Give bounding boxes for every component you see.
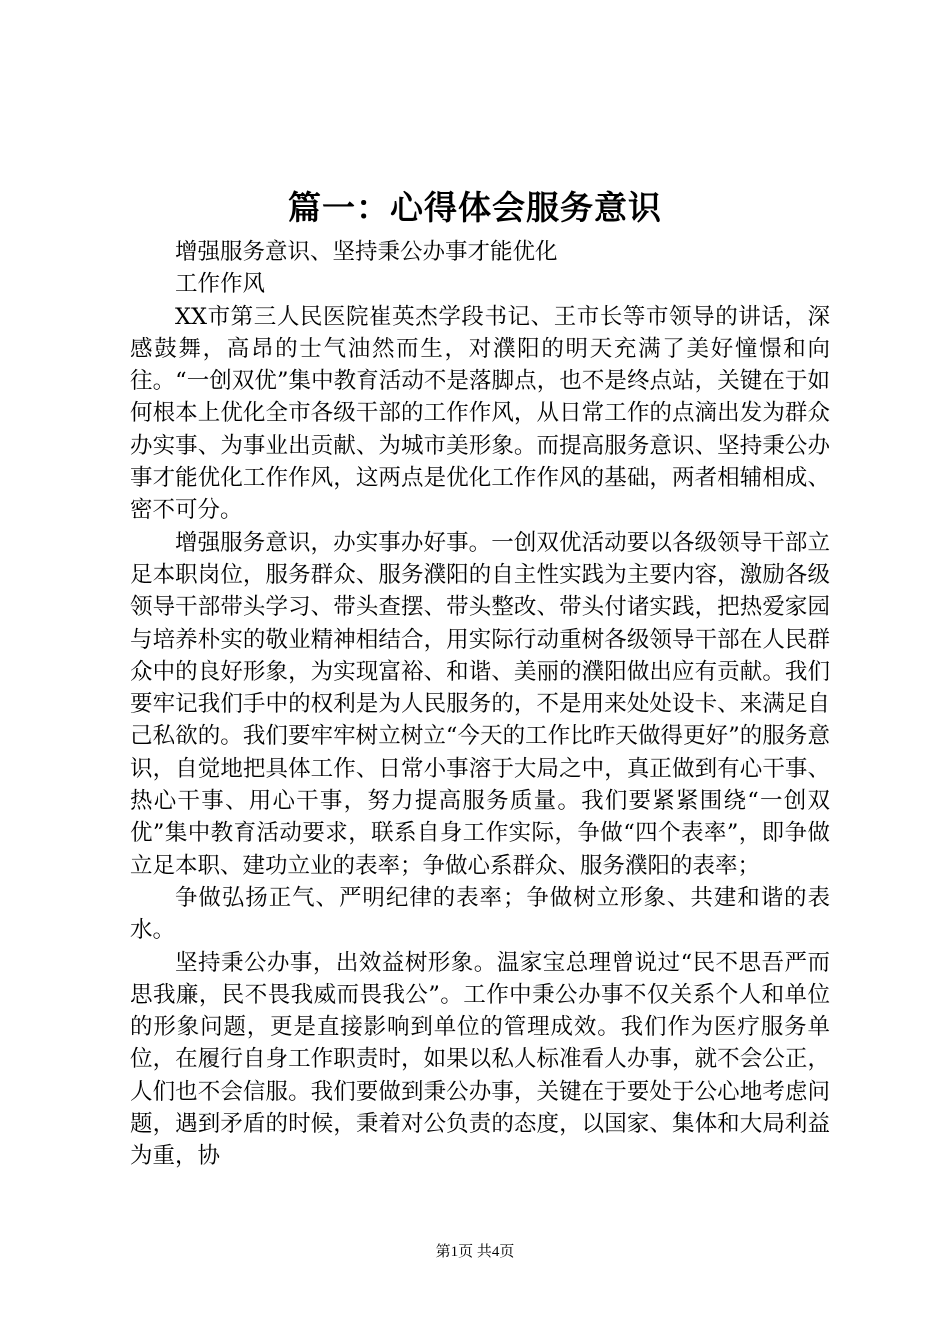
page-title: 篇一：心得体会服务意识 — [288, 188, 662, 227]
paragraph: 增强服务意识，办实事办好事。一创双优活动要以各级领导干部立足本职岗位，服务群众、服务濮阳的自主性实践为主要内容，激励各级领导干部带头学习、带头查摆、带头整改、带头付诸实践，把热爱家园与培养朴实的敬业精神相结合，用实际行动重树各级领导干部在人民群众中的良好形象，为实现富裕、和谐、美丽的濮阳做出应有贡献。我们要牢记我们手中的权利是为人民服务的，不是用来处处设卡、来满足自己私欲的。我们要牢牢树立树立“今天的工作比昨天做得更好”的服务意识，自觉地把具体工作、日常小事溶于大局之中，真正做到有心干事、热心干事、用心干事，努力提高服务质量。我们要紧紧围绕“一创双优”集中教育活动要求，联系自身工作实际，争做“四个表率”，即争做立足本职、建功立业的表率；争做心系群众、服务濮阳的表率； — [130, 529, 830, 879]
paragraph: XX市第三人民医院崔英杰学段书记、王市长等市领导的讲话，深感鼓舞，高昂的士气油然而生，对濮阳的明天充满了美好憧憬和向往。“一创双优”集中教育活动不是落脚点，也不是终点站，关键在于如何根本上优化全市各级干部的工作作风，从日常工作的点滴出发为群众办实事、为事业出贡献、为城市美形象。而提高服务意识、坚持秉公办事才能优化工作作风，这两点是优化工作作风的基础，两者相辅相成、密不可分。 — [130, 303, 830, 524]
paragraph: 工作作风 — [175, 271, 266, 298]
paragraph: 坚持秉公办事，出效益树形象。温家宝总理曾说过“民不思吾严而思我廉，民不畏我威而畏我公”。工作中秉公办事不仅关系个人和单位的形象问题，更是直接影响到单位的管理成效。我们作为医疗服务单位，在履行自身工作职责时，如果以私人标准看人办事，就不会公正，人们也不会信服。我们要做到秉公办事，关键在于要处于公心地考虑问题，遇到矛盾的时候，秉着对公负责的态度，以国家、集体和大局利益为重，协 — [130, 949, 830, 1170]
paragraph: 争做弘扬正气、严明纪律的表率；争做树立形象、共建和谐的表水。 — [130, 884, 830, 944]
paragraph: 增强服务意识、坚持秉公办事才能优化 — [175, 239, 558, 265]
page-footer: 第1页 共4页 — [435, 1244, 515, 1260]
body-text — [130, 236, 830, 1173]
